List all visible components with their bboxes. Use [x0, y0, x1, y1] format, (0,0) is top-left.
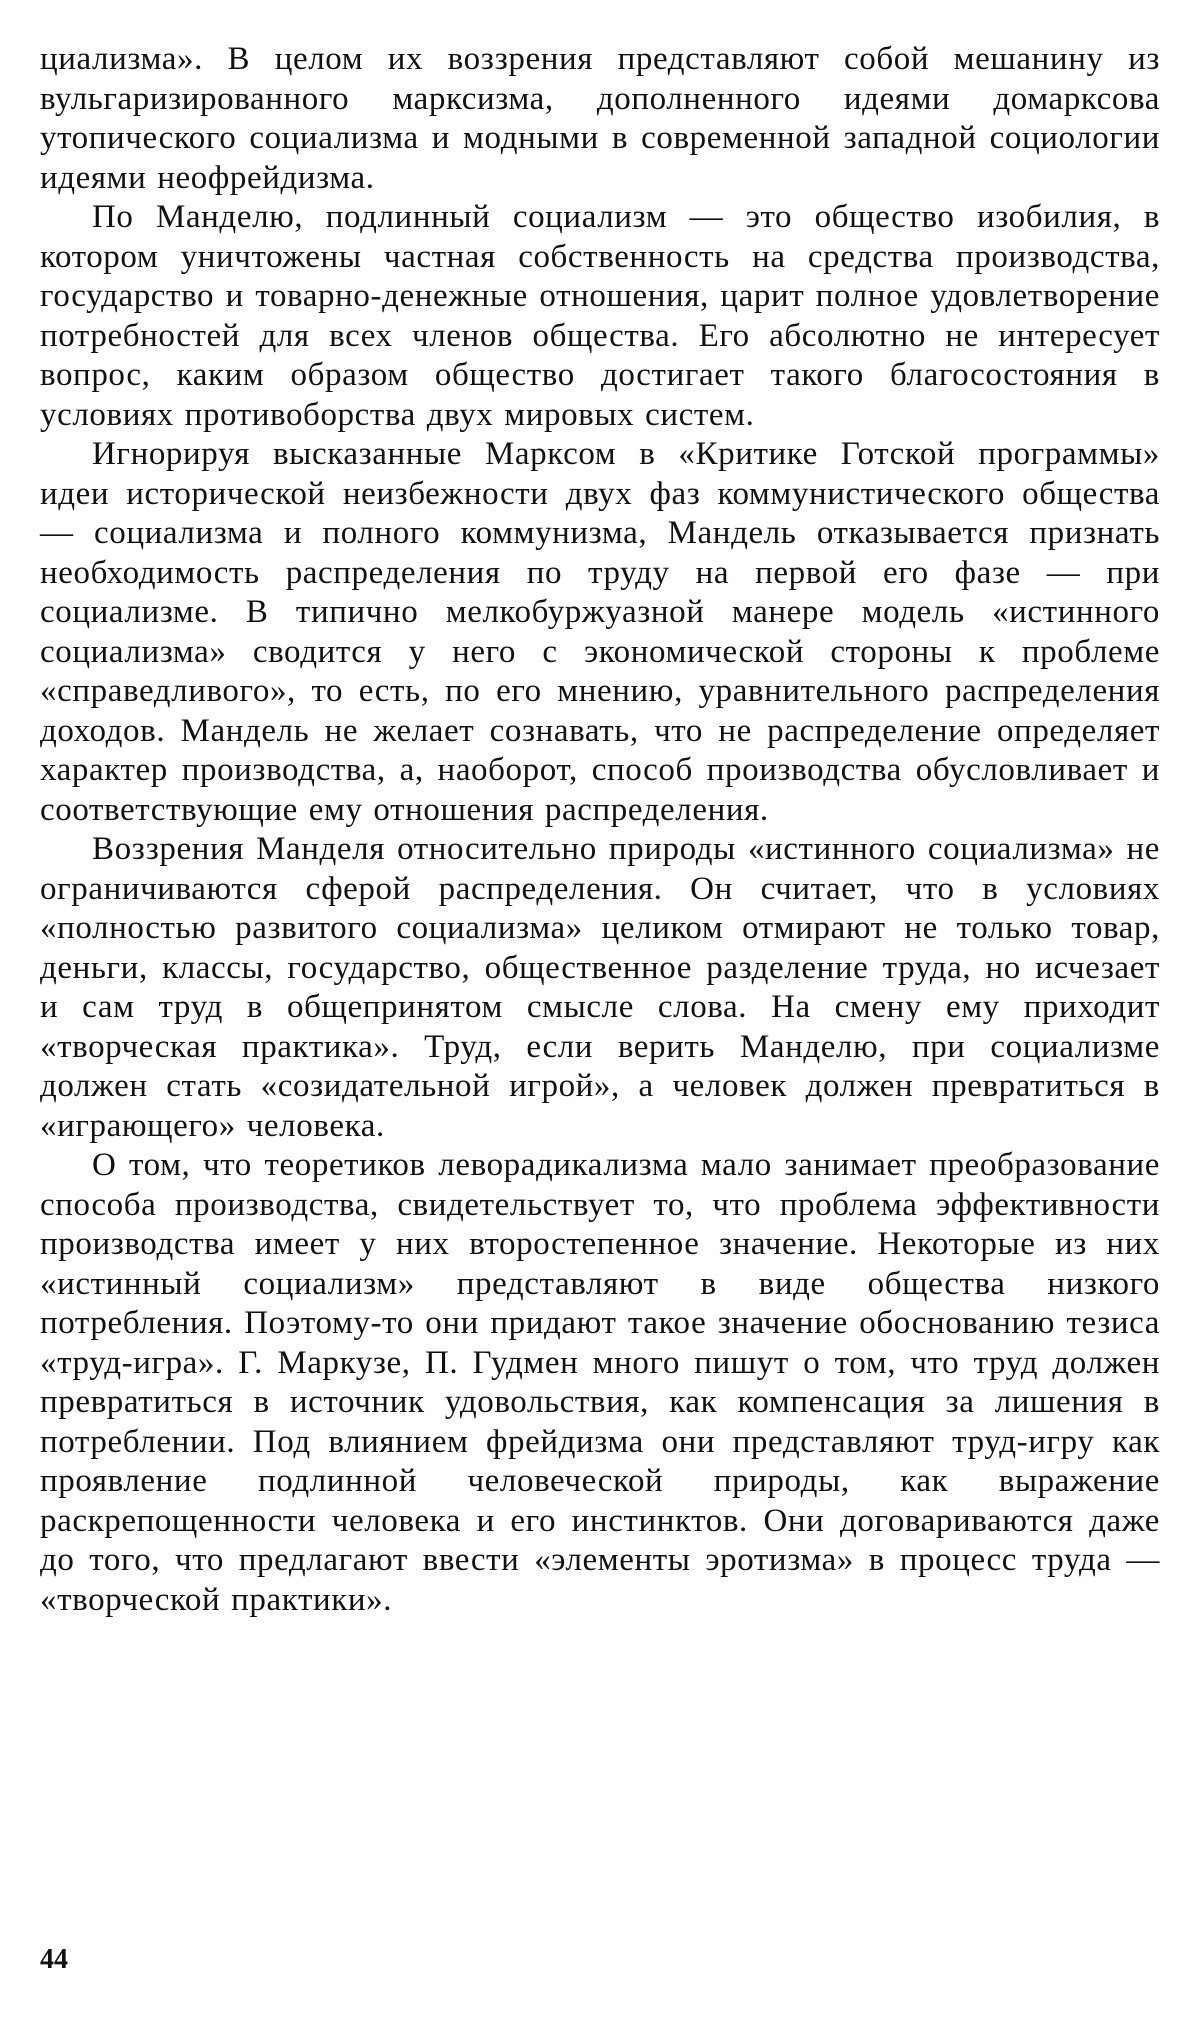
paragraph-mandel-socialism: По Манделю, подлинный социализм — это общество изобилия, в котором уничтожены частная собственность на средства производства, государство и товарно-денежные отношения, царит полное удовлетворение потребностей для всех членов общества. Его абсолютно не интересует вопрос, каким образом общество достигает такого благосостояния в условиях противоборства двух мировых систем.: [40, 199, 1160, 433]
page-body: [40, 40, 1160, 1620]
paragraph-labor-play: О том, что теоретиков леворадикализма мало занимает преобразование способа производства, свидетельствует то, что проблема эффективности производства имеет у них второстепенное значение. Некоторые из них «истинный социализм» представляют в виде общества низкого потребления. Поэтому-то они придают такое значение обоснованию тезиса «труд-игра». Г. Маркузе, П. Гудмен много пишут о том, что труд должен превратиться в источник удовольствия, как компенсация за лишения в потреблении. Под влиянием фрейдизма они представляют труд-игру как проявление подлинной человеческой природы, как выражение раскрепощенности человека и его инстинктов. Они договариваются даже до того, что предлагают ввести «элементы эротизма» в процесс труда — «творческой практики».: [40, 1147, 1160, 1618]
page-number: 44: [40, 1944, 68, 1975]
paragraph-gotha-programme: Игнорируя высказанные Марксом в «Критике Готской программы» идеи исторической неизбежности двух фаз коммунистического общества — социализма и полного коммунизма, Мандель отказывается признать необходимость распределения по труду на первой его фазе — при социализме. В типично мелкобуржуазной манере модель «истинного социализма» сводится у него с экономической стороны к проблеме «справедливого», то есть, по его мнению, уравнительного распределения доходов. Мандель не желает сознавать, что не распределение определяет характер производства, а, наоборот, способ производства обусловливает и соответствующие ему отношения распределения.: [40, 436, 1160, 828]
paragraph-true-socialism: Воззрения Манделя относительно природы «истинного социализма» не ограничиваются сферой распределения. Он считает, что в условиях «полностью развитого социализма» целиком отмирают не только товар, деньги, классы, государство, общественное разделение труда, но исчезает и сам труд в общепринятом смысле слова. На смену ему приходит «творческая практика». Труд, если верить Манделю, при социализме должен стать «созидательной игрой», а человек должен превратиться в «играющего» человека.: [40, 831, 1160, 1144]
paragraph-continuation: циализма». В целом их воззрения представляют собой мешанину из вульгаризированного марксизма, дополненного идеями домарксова утопического социализма и модными в современной западной социологии идеями неофрейдизма.: [40, 41, 1160, 196]
